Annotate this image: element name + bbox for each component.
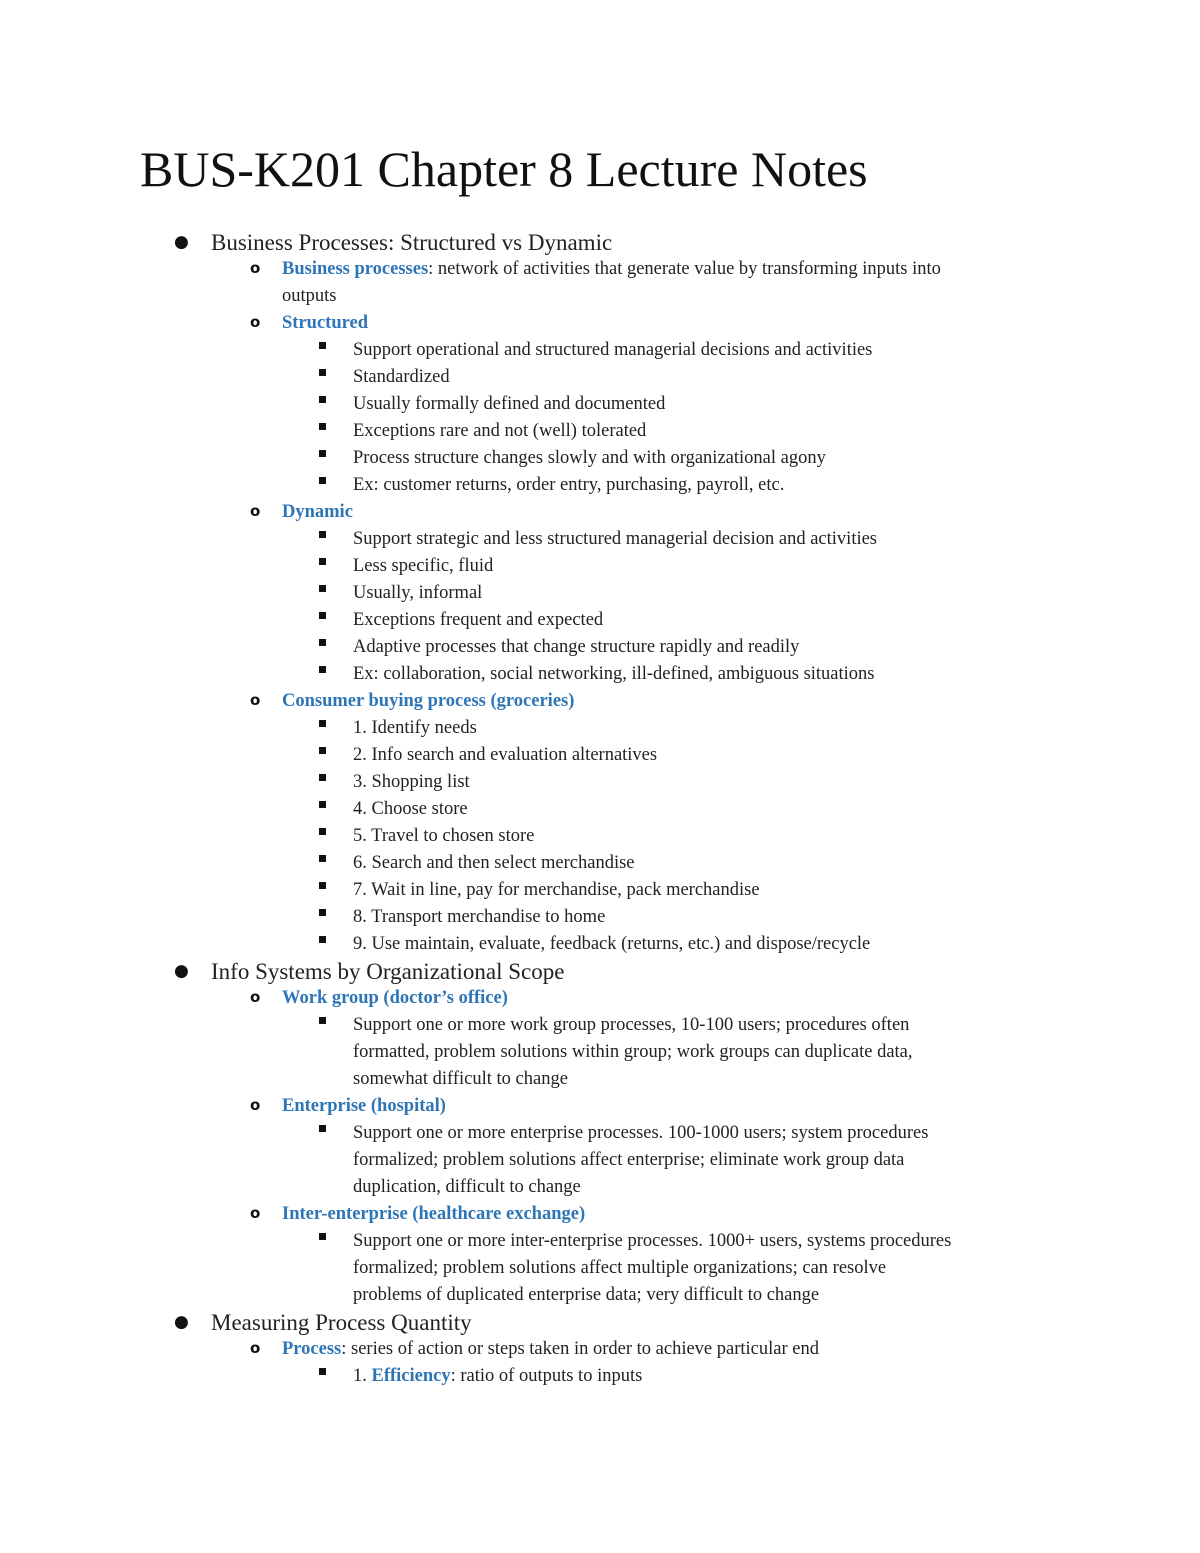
sub-item-text: Standardized (353, 367, 450, 387)
sub-item-text: Adaptive processes that change structure rapidly and readily (353, 637, 800, 657)
section-heading-text: Business Processes: Structured vs Dynamic (211, 230, 613, 255)
sub-item (353, 418, 646, 445)
sub-item-text: Ex: collaboration, social networking, ill-defined, ambiguous situations (353, 664, 875, 684)
sub-item-text: Exceptions frequent and expected (353, 610, 604, 630)
bullet-marker (319, 423, 326, 430)
bullet-marker: o (250, 1096, 261, 1114)
sub-item (353, 850, 635, 877)
sub-item-text: 3. Shopping list (353, 772, 470, 792)
sub-item (353, 877, 760, 904)
bullet-marker (319, 720, 326, 727)
sub-item-term: Efficiency (371, 1366, 451, 1386)
sub-item-text: somewhat difficult to change (353, 1069, 568, 1089)
list-item (250, 1201, 586, 1228)
sub-item (353, 661, 875, 688)
item-term: Consumer buying process (groceries) (282, 691, 575, 711)
sub-item-text: formalized; problem solutions affect enterprise; eliminate work group data (353, 1150, 905, 1170)
bullet-marker: o (250, 502, 261, 520)
section-heading-text: Measuring Process Quantity (211, 1310, 472, 1335)
sub-item-text: Process structure changes slowly and with organizational agony (353, 448, 826, 468)
bullet-marker: ● (174, 1312, 189, 1332)
sub-item (353, 337, 872, 364)
sub-item-continuation (353, 1282, 819, 1309)
sub-item-text: formalized; problem solutions affect multiple organizations; can resolve (353, 1258, 887, 1278)
sub-item-text: formatted, problem solutions within group; work groups can duplicate data, (353, 1042, 913, 1062)
sub-item (353, 796, 468, 823)
list-item (250, 310, 368, 337)
bullet-marker (319, 477, 326, 484)
sub-item-text: duplication, difficult to change (353, 1177, 581, 1197)
bullet-marker (319, 612, 326, 619)
sub-item-continuation (353, 1039, 913, 1066)
sub-item-continuation (353, 1255, 886, 1282)
bullet-marker (319, 450, 326, 457)
section-heading (174, 1309, 472, 1336)
list-item (250, 1093, 446, 1120)
item-text: : series of action or steps taken in order to achieve particular end (341, 1339, 819, 1359)
sub-item (353, 472, 784, 499)
sub-item (353, 1228, 951, 1255)
item-term: Enterprise (hospital) (282, 1096, 446, 1116)
sub-item (353, 931, 870, 958)
bullet-marker (319, 531, 326, 538)
sub-item-text: 2. Info search and evaluation alternatives (353, 745, 658, 765)
sub-item-text: problems of duplicated enterprise data; very difficult to change (353, 1285, 820, 1305)
sub-item-text: Support one or more inter-enterprise processes. 1000+ users, systems procedures (353, 1231, 952, 1251)
sub-item-text: Support strategic and less structured managerial decision and activities (353, 529, 878, 549)
sub-item-text: Exceptions rare and not (well) tolerated (353, 421, 647, 441)
sub-item (353, 634, 799, 661)
sub-item (353, 769, 470, 796)
bullet-marker: o (250, 1204, 261, 1222)
sub-item (353, 553, 493, 580)
bullet-marker (319, 855, 326, 862)
sub-item (353, 1012, 909, 1039)
sub-item (353, 607, 603, 634)
item-text-continuation (282, 283, 336, 310)
sub-item-continuation (353, 1147, 904, 1174)
sub-item-text: Support one or more work group processes, 10-100 users; procedures often (353, 1015, 910, 1035)
bullet-marker (319, 342, 326, 349)
sub-item (353, 1363, 642, 1390)
sub-item-text: 4. Choose store (353, 799, 468, 819)
list-item (250, 499, 353, 526)
sub-item (353, 823, 534, 850)
item-term: Work group (doctor’s office) (282, 988, 508, 1008)
bullet-marker (319, 909, 326, 916)
sub-item-text: 6. Search and then select merchandise (353, 853, 635, 873)
page-title: BUS-K201 Chapter 8 Lecture Notes (140, 141, 868, 197)
section-heading-text: Info Systems by Organizational Scope (211, 959, 565, 984)
item-text: : network of activities that generate value by transforming inputs into (428, 259, 941, 279)
bullet-marker: o (250, 313, 261, 331)
sub-item-text: Usually, informal (353, 583, 483, 603)
sub-item (353, 1120, 928, 1147)
bullet-marker (319, 801, 326, 808)
item-term: Business processes (282, 259, 429, 279)
sub-item-text: 9. Use maintain, evaluate, feedback (returns, etc.) and dispose/recycle (353, 934, 871, 954)
bullet-marker: o (250, 259, 261, 277)
bullet-marker (319, 1125, 326, 1132)
sub-item (353, 391, 665, 418)
list-item (250, 985, 508, 1012)
bullet-marker (319, 1233, 326, 1240)
bullet-marker (319, 369, 326, 376)
sub-item-text: 8. Transport merchandise to home (353, 907, 606, 927)
sub-item-text: : ratio of outputs to inputs (450, 1366, 643, 1386)
bullet-marker (319, 396, 326, 403)
bullet-marker (319, 747, 326, 754)
sub-item (353, 364, 450, 391)
bullet-marker (319, 558, 326, 565)
bullet-marker: o (250, 691, 261, 709)
bullet-marker (319, 882, 326, 889)
bullet-marker (319, 639, 326, 646)
sub-item-continuation (353, 1066, 568, 1093)
sub-item (353, 742, 657, 769)
bullet-marker: o (250, 988, 261, 1006)
sub-item-text: Less specific, fluid (353, 556, 494, 576)
bullet-marker (319, 666, 326, 673)
item-term: Process (282, 1339, 342, 1359)
item-term: Inter-enterprise (healthcare exchange) (282, 1204, 586, 1224)
item-text: outputs (282, 286, 337, 306)
bullet-marker (319, 1017, 326, 1024)
list-item (250, 1336, 819, 1363)
sub-item (353, 526, 877, 553)
bullet-marker (319, 774, 326, 781)
bullet-marker: ● (174, 961, 189, 981)
bullet-marker: o (250, 1339, 261, 1357)
section-heading (174, 958, 565, 985)
list-item (250, 688, 575, 715)
bullet-marker (319, 1368, 326, 1375)
list-item (250, 256, 941, 283)
sub-item (353, 904, 605, 931)
bullet-marker: ● (174, 232, 189, 252)
item-term: Dynamic (282, 502, 353, 522)
sub-item-prefix: 1. (353, 1366, 372, 1386)
section-heading (174, 229, 613, 256)
sub-item-text: 7. Wait in line, pay for merchandise, pack merchandise (353, 880, 760, 900)
sub-item (353, 445, 826, 472)
sub-item (353, 715, 477, 742)
sub-item-text: Support one or more enterprise processes. 100-1000 users; system procedures (353, 1123, 929, 1143)
bullet-marker (319, 828, 326, 835)
bullet-marker (319, 936, 326, 943)
sub-item-text: 1. Identify needs (353, 718, 477, 738)
bullet-marker (319, 585, 326, 592)
sub-item-continuation (353, 1174, 581, 1201)
sub-item-text: Usually formally defined and documented (353, 394, 666, 414)
sub-item-text: 5. Travel to chosen store (353, 826, 535, 846)
sub-item-text: Ex: customer returns, order entry, purchasing, payroll, etc. (353, 475, 785, 495)
item-term: Structured (282, 313, 368, 333)
sub-item (353, 580, 482, 607)
sub-item-text: Support operational and structured managerial decisions and activities (353, 340, 873, 360)
